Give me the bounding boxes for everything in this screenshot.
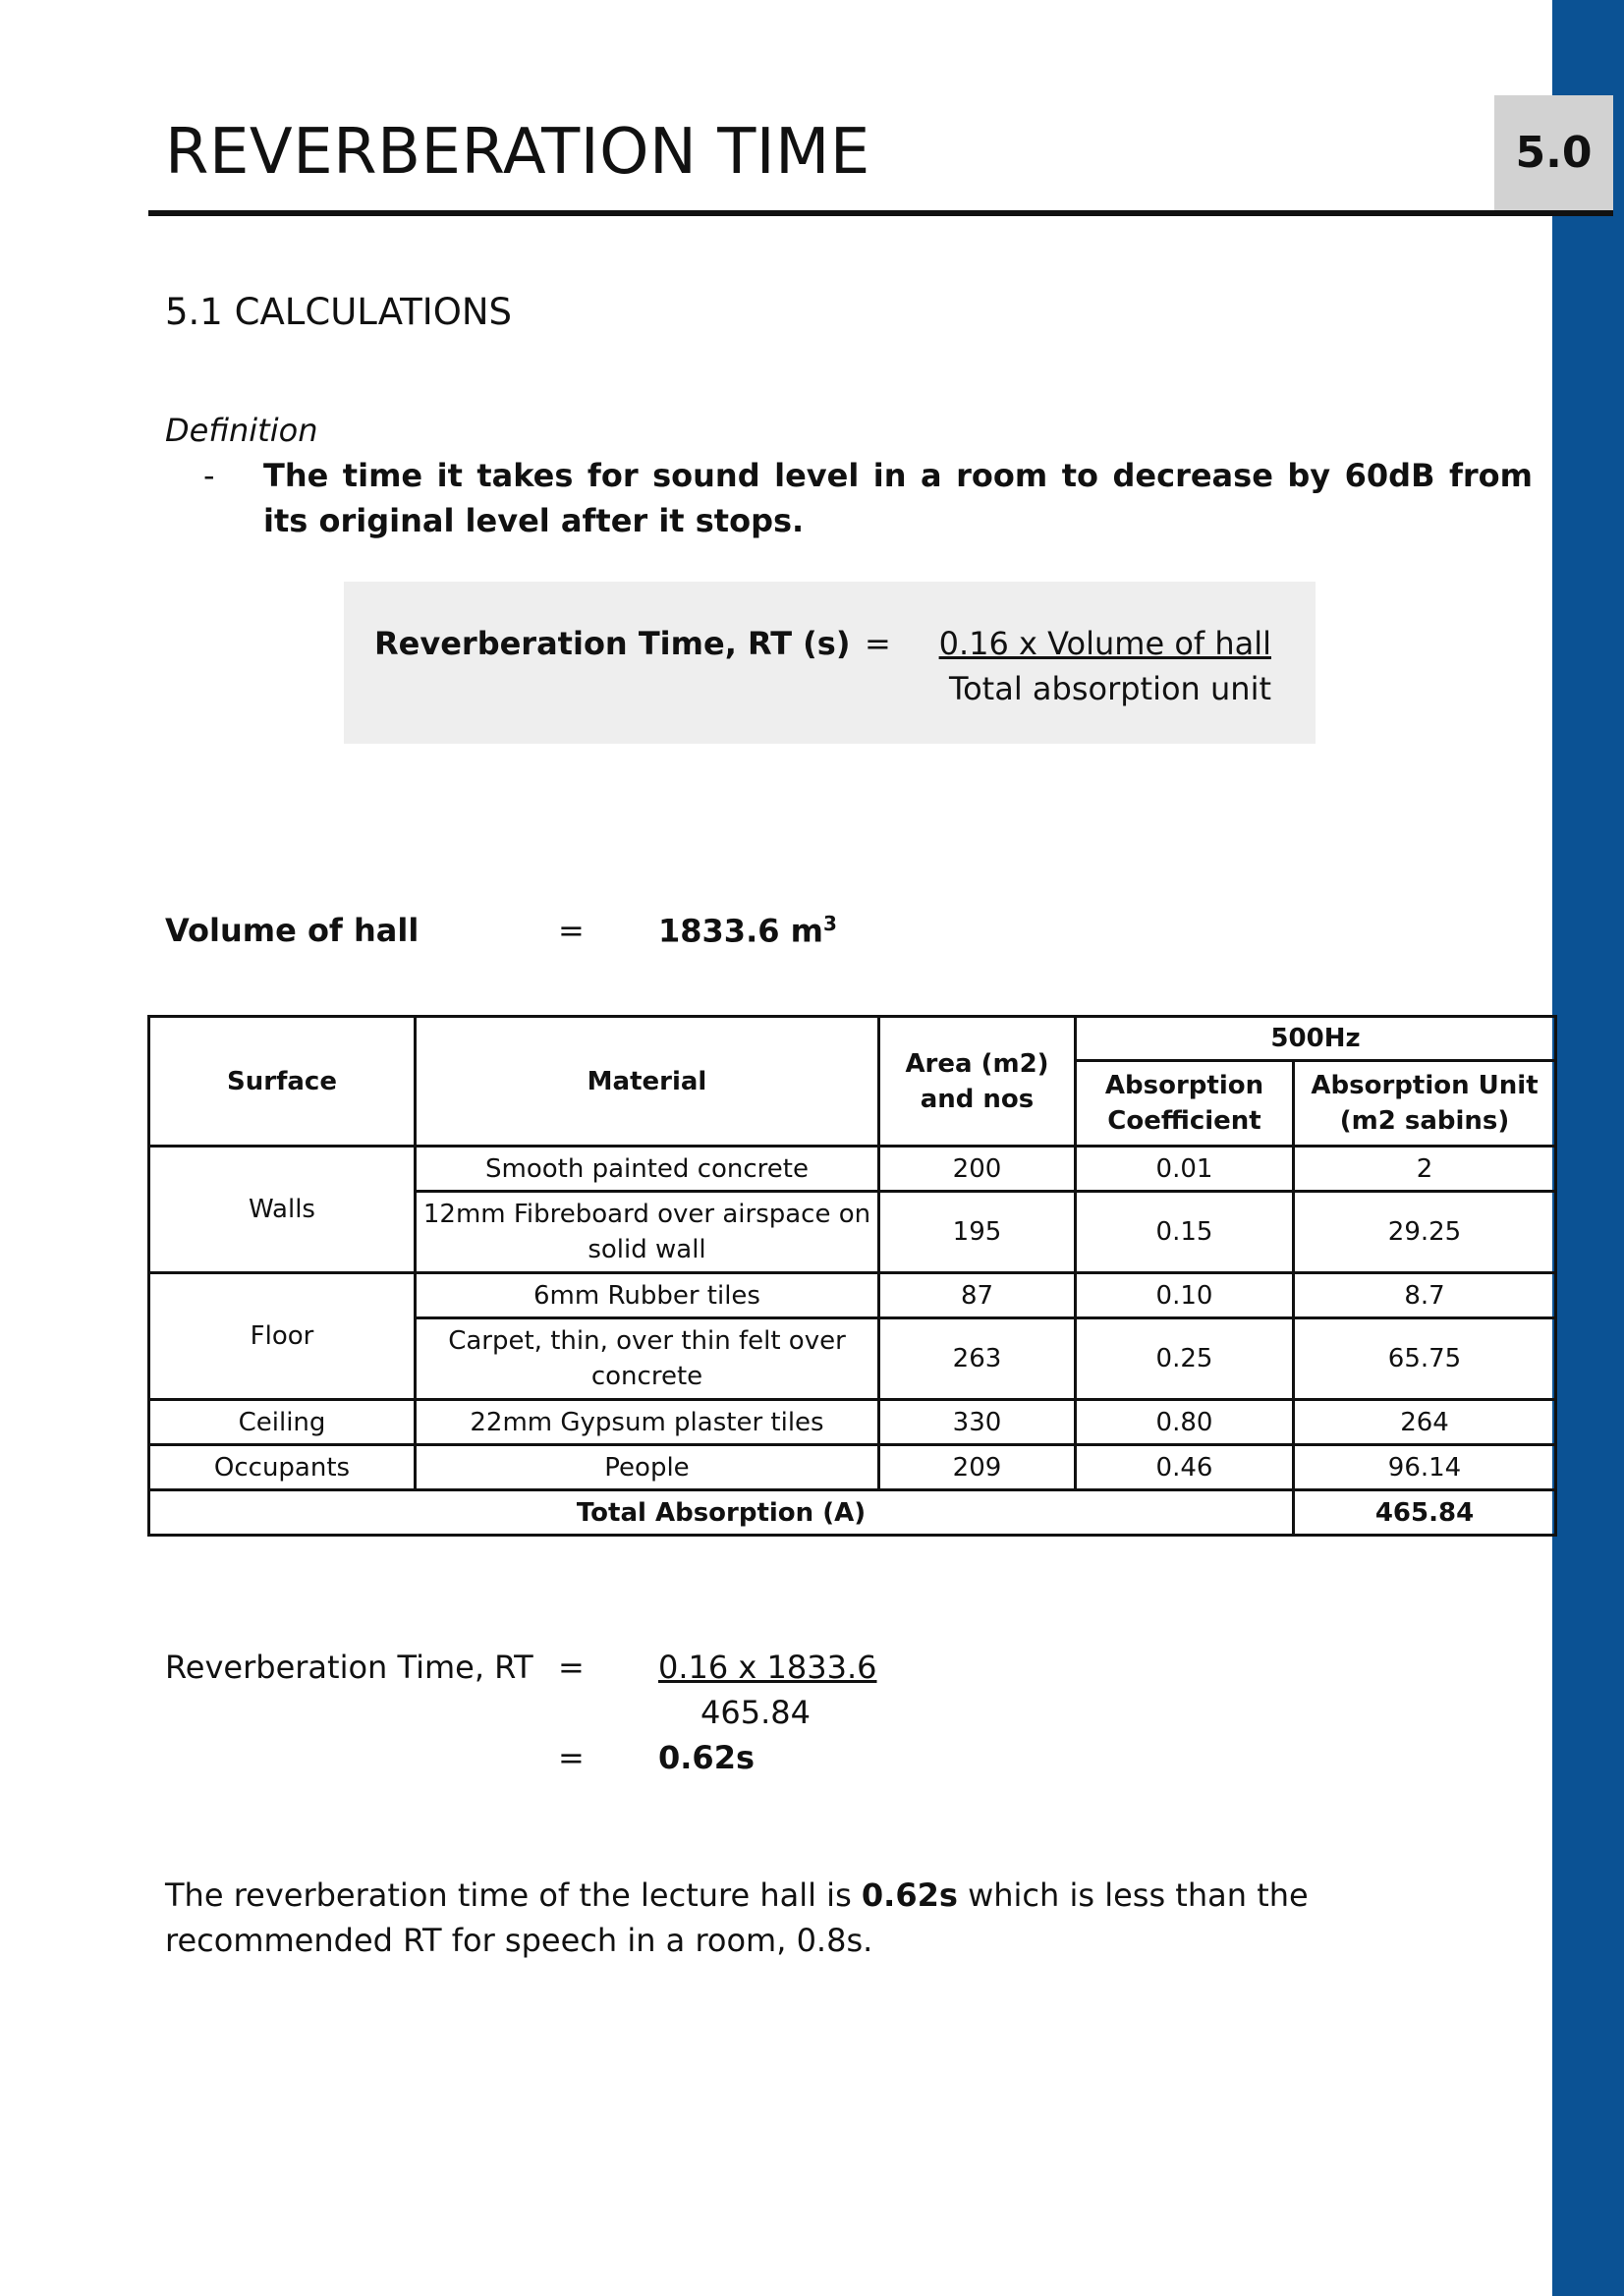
material-cell: Smooth painted concrete: [416, 1147, 879, 1192]
absorption-unit-cell: 96.14: [1294, 1445, 1556, 1490]
volume-unit-exponent: 3: [822, 912, 837, 935]
formula-denominator: Total absorption unit: [948, 670, 1271, 707]
surface-cell: Walls: [149, 1147, 416, 1273]
area-cell: 87: [879, 1273, 1076, 1318]
coefficient-cell: 0.25: [1076, 1318, 1294, 1400]
volume-number: 1833.6 m: [658, 912, 823, 950]
total-value: 465.84: [1294, 1490, 1556, 1536]
total-label: Total Absorption (A): [149, 1490, 1294, 1536]
area-cell: 195: [879, 1192, 1076, 1273]
formula-numerator: 0.16 x Volume of hall: [938, 625, 1271, 662]
definition-text: The time it takes for sound level in a room to decrease by 60dB from its original level after it stops.: [263, 457, 1533, 539]
rt-calc-denominator: 465.84: [700, 1694, 811, 1731]
absorption-unit-cell: 2: [1294, 1147, 1556, 1192]
page-title: REVERBERATION TIME: [165, 116, 870, 189]
total-row: [149, 1490, 1556, 1536]
absorption-table: [147, 1015, 1557, 1537]
material-cell: 12mm Fibreboard over airspace on solid wall: [416, 1192, 879, 1273]
rt-calc-label: Reverberation Time, RT: [165, 1649, 533, 1686]
header-area: Area (m2) and nos: [879, 1017, 1076, 1147]
formula-label: Reverberation Time, RT (s): [374, 625, 851, 662]
section-heading: 5.1 CALCULATIONS: [165, 291, 512, 333]
formula-equals: =: [865, 625, 891, 662]
header-absorption-coefficient: Absorption Coefficient: [1076, 1061, 1294, 1147]
definition-bullet: -: [203, 457, 215, 494]
area-cell: 263: [879, 1318, 1076, 1400]
side-accent-bar: [1552, 0, 1624, 2296]
header-frequency: 500Hz: [1076, 1017, 1556, 1061]
volume-label: Volume of hall: [165, 912, 420, 949]
table-row: [149, 1273, 1556, 1318]
title-divider: [148, 210, 1613, 216]
coefficient-cell: 0.01: [1076, 1147, 1294, 1192]
absorption-unit-cell: 264: [1294, 1400, 1556, 1445]
coefficient-cell: 0.10: [1076, 1273, 1294, 1318]
surface-cell: Occupants: [149, 1445, 416, 1490]
rt-result: 0.62s: [658, 1739, 755, 1776]
surface-cell: Floor: [149, 1273, 416, 1400]
conclusion-text-1: The reverberation time of the lecture hall is: [165, 1876, 862, 1914]
section-number-badge: 5.0: [1494, 95, 1613, 210]
header-absorption-unit: Absorption Unit (m2 sabins): [1294, 1061, 1556, 1147]
header-material: Material: [416, 1017, 879, 1147]
volume-equals: =: [558, 912, 585, 949]
absorption-unit-cell: 29.25: [1294, 1192, 1556, 1273]
rt-result-equals: =: [558, 1739, 585, 1776]
area-cell: 209: [879, 1445, 1076, 1490]
absorption-unit-cell: 65.75: [1294, 1318, 1556, 1400]
table-row: [149, 1147, 1556, 1192]
coefficient-cell: 0.15: [1076, 1192, 1294, 1273]
rt-calc-numerator: 0.16 x 1833.6: [658, 1649, 877, 1686]
header-surface: Surface: [149, 1017, 416, 1147]
formula-box: [344, 582, 1316, 744]
material-cell: People: [416, 1445, 879, 1490]
conclusion-paragraph: [165, 1873, 1533, 1963]
material-cell: 22mm Gypsum plaster tiles: [416, 1400, 879, 1445]
material-cell: 6mm Rubber tiles: [416, 1273, 879, 1318]
surface-cell: Ceiling: [149, 1400, 416, 1445]
absorption-unit-cell: 8.7: [1294, 1273, 1556, 1318]
table-row: [149, 1445, 1556, 1490]
area-cell: 200: [879, 1147, 1076, 1192]
volume-value: [658, 912, 837, 950]
coefficient-cell: 0.46: [1076, 1445, 1294, 1490]
conclusion-highlight: 0.62s: [861, 1876, 958, 1914]
area-cell: 330: [879, 1400, 1076, 1445]
definition-label: Definition: [165, 412, 318, 449]
table-row: [149, 1400, 1556, 1445]
conclusion-text-2: which is less than the recommended RT for speech in a room, 0.8s.: [165, 1876, 1309, 1959]
material-cell: Carpet, thin, over thin felt over concrete: [416, 1318, 879, 1400]
coefficient-cell: 0.80: [1076, 1400, 1294, 1445]
rt-calc-equals: =: [558, 1649, 585, 1686]
